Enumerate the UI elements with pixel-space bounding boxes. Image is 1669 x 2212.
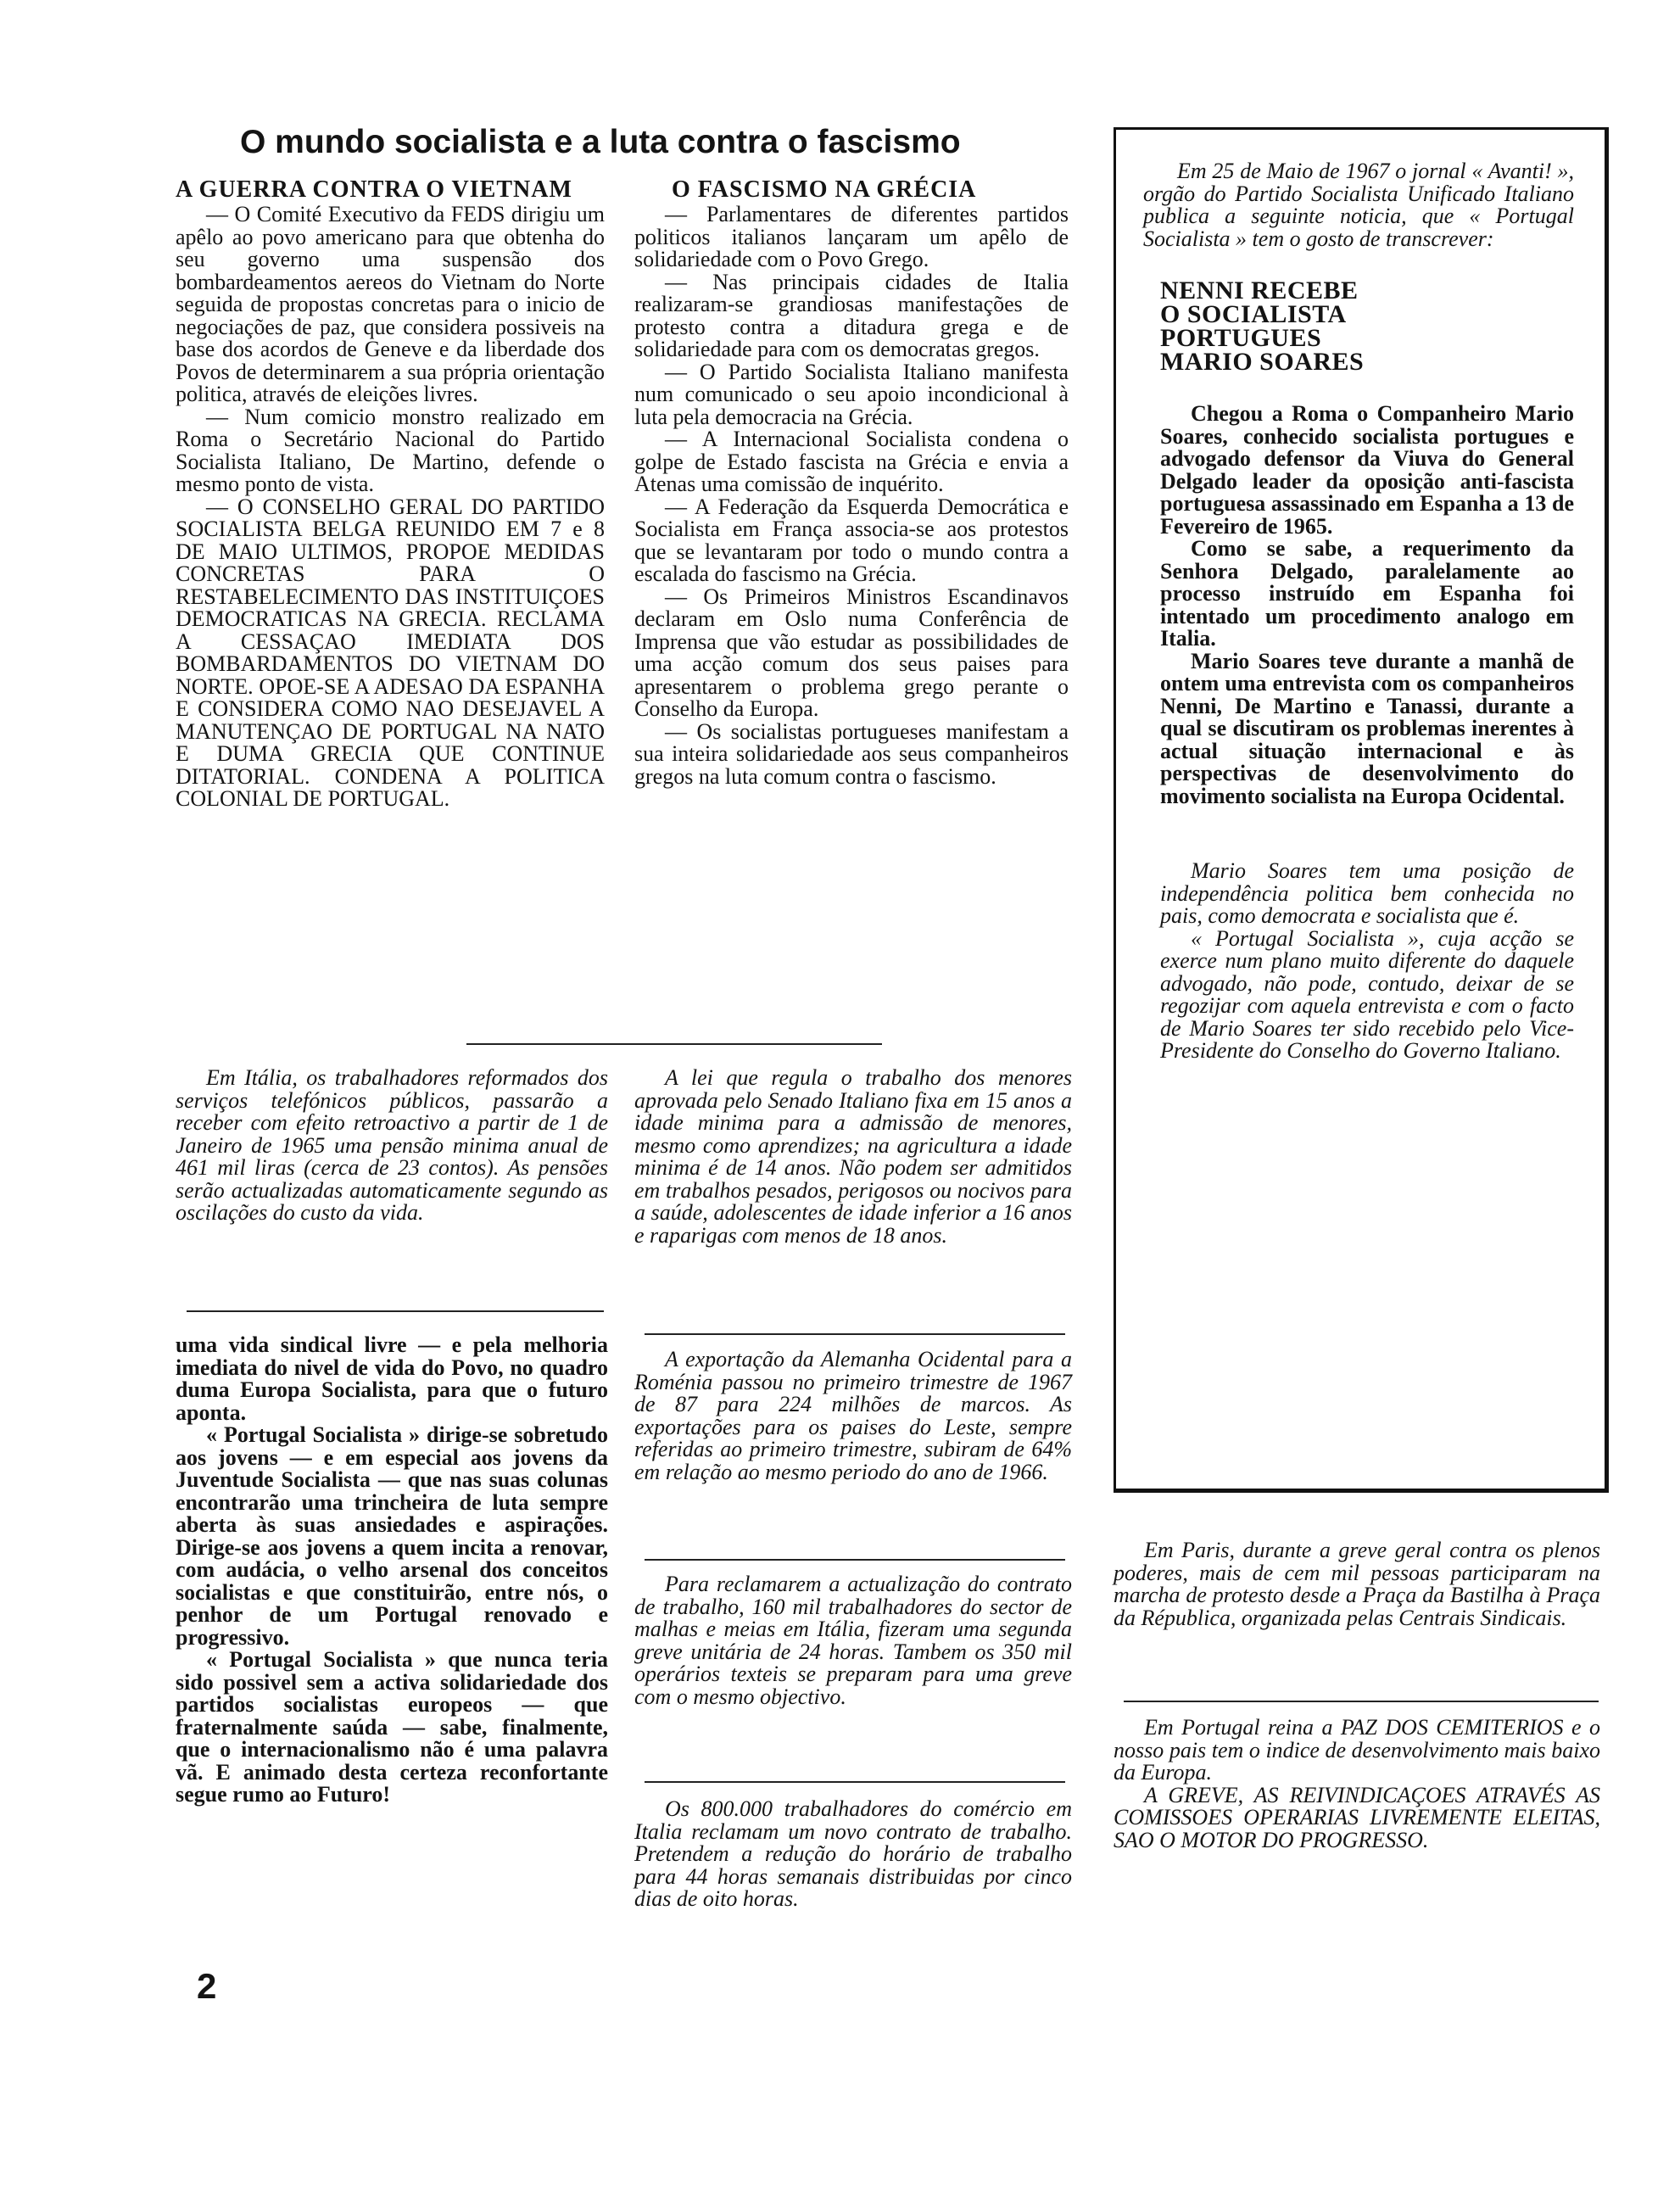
note-italia-pensoes [176, 1067, 608, 1225]
avanti-heading-line-3: PORTUGUES [1160, 324, 1322, 352]
avanti-box [1114, 127, 1609, 1493]
section-juventude [176, 1334, 608, 1807]
grecia-paragraph-4: — A Internacional Socialista condena o golpe de Estado fascista na Grécia e envia a Atenas uma comissão de inquérito. [634, 427, 1069, 496]
grecia-paragraph-3: — O Partido Socialista Italiano manifesta num comunicado o seu apoio incondicional à luta pela democracia na Grécia. [634, 359, 1069, 429]
juventude-paragraph-3: « Portugal Socialista » que nunca teria sido possivel sem a activa solidariedade dos partidos socialistas europeos — que fraternalmente saúda — sabe, finalmente, que o internacionalismo não é uma palavra vã. E animado desta certeza reconfortante segue rumo ao Futuro! [176, 1647, 608, 1807]
page-headline: O mundo socialista e a luta contra o fascismo [240, 124, 961, 160]
note-portugal-paz-text: Em Portugal reina a PAZ DOS CEMITERIOS e o nosso pais tem o indice de desenvolvimento mais baixo da Europa. [1114, 1715, 1600, 1785]
divider-col2-b [645, 1559, 1065, 1561]
avanti-heading-line-2: O SOCIALISTA [1160, 300, 1347, 328]
vietnam-paragraph-3: — O CONSELHO GERAL DO PARTIDO SOCIALISTA BELGA REUNIDO EM 7 e 8 DE MAIO ULTIMOS, PROPOE MEDIDAS CONCRETAS PARA O RESTABELECIMENTO DAS INSTITUIÇOES DEMOCRATICAS NA GRECIA. RECLAMA A CESSAÇAO IMEDIATA DOS BOMBARDAMENTOS DO VIETNAM DO NORTE. OPOE-SE A ADESAO DA ESPANHA E CONSIDERA COMO NAO DESEJAVEL A MANUTENÇAO DE PORTUGAL NA NATO E DUMA GRECIA QUE CONTINUE DITATORIAL. CONDENA A POLITICA COLONIAL DE PORTUGAL. [176, 494, 605, 811]
note-menores-text: A lei que regula o trabalho dos menores aprovada pelo Senado Italiano fixa em 15 anos a idade minima para a admissão de menores, mesmo como aprendizes; na agricultura a idade minima é de 14 anos. Não podem ser admitidos em trabalhos pesados, perigosos ou nocivos para a saúde, adolescentes de idade inferior a 16 anos e raparigas com menos de 18 anos. [634, 1065, 1072, 1248]
vietnam-paragraph-2: — Num comicio monstro realizado em Roma o Secretário Nacional do Partido Socialista Italiano, De Martino, defende o mesmo ponto de vista. [176, 404, 605, 496]
grecia-paragraph-6: — Os Primeiros Ministros Escandinavos declaram em Oslo numa Conferência de Imprensa que vão estudar as possibilidades de uma acção comum dos seus paises para apresentarem o problema grego perante o Conselho da Europa. [634, 584, 1069, 721]
divider-top-columns [466, 1043, 882, 1045]
avanti-heading-line-4: MARIO SOARES [1160, 348, 1365, 376]
note-portugal-greve-text: A GREVE, AS REIVINDICAÇOES ATRAVÉS AS COMISSOES OPERARIAS LIVREMENTE ELEITAS, SAO O MOTOR DO PROGRESSO. [1114, 1782, 1600, 1852]
note-comercio [634, 1798, 1072, 1911]
section-vietnam [176, 176, 605, 811]
juventude-paragraph-2: « Portugal Socialista » dirige-se sobretudo aos jovens — e em especial aos jovens da Juventude Socialista — que nas suas colunas encontrarão uma trincheira de luta sempre aberta às suas ansiedades e aspirações. Dirige-se aos jovens a quem incita a renovar, com audácia, o velho arsenal dos conceitos socialistas e que constituirão, entre nós, o penhor de um Portugal renovado e progressivo. [176, 1422, 608, 1650]
avanti-comment-paragraph-1: Mario Soares tem uma posição de independência politica bem conhecida no pais, como democrata e socialista que é. [1160, 858, 1574, 928]
avanti-box-inner [1143, 160, 1574, 1063]
avanti-intro: Em 25 de Maio de 1967 o jornal « Avanti! », orgão do Partido Socialista Unificado Italiano publica a seguinte noticia, que « Portugal Socialista » tem o gosto de transcrever: [1143, 159, 1574, 251]
avanti-heading [1160, 276, 1574, 376]
note-comercio-text: Os 800.000 trabalhadores do comércio em Italia reclamam um novo contrato de trabalho. Pretendem a redução do horário de trabalho para 44 horas semanais distribuidas por cinco dias de oito horas. [634, 1796, 1072, 1911]
section-heading-vietnam: A GUERRA CONTRA O VIETNAM [176, 176, 572, 203]
avanti-news-body [1160, 403, 1574, 807]
note-portugal [1114, 1717, 1600, 1852]
section-grecia [634, 176, 1069, 788]
note-exportacao-text: A exportação da Alemanha Ocidental para a Roménia passou no primeiro trimestre de 1967 de 87 para 224 milhões de marcos. As exportações para os paises do Leste, sempre referidas ao primeiro trimestre, subiram de 64% em relação ao mesmo periodo do ano de 1966. [634, 1347, 1072, 1484]
divider-col2-c [645, 1781, 1065, 1783]
avanti-news-paragraph-1: Chegou a Roma o Companheiro Mario Soares, conhecido socialista portugues e advogado defensor da Viuva do General Delgado leader da oposição anti-fascista portuguesa assassinado em Espanha a 13 de Fevereiro de 1965. [1160, 401, 1574, 539]
note-paris-text: Em Paris, durante a greve geral contra os plenos poderes, mais de cem mil pessoas participaram na marcha de protesto desde a Praça da Bastilha à Praça da Républica, organizada pelas Centrais Sindicais. [1114, 1538, 1600, 1630]
divider-col3-a [1124, 1701, 1599, 1702]
vietnam-paragraph-1: — O Comité Executivo da FEDS dirigiu um apêlo ao povo americano para que obtenha do seu governo uma suspensão dos bombardeamentos aereos do Vietnam do Norte seguida de propostas concretas para o inicio de negociações de paz, que considera possiveis na base dos acordos de Geneve e da liberdade dos Povos de determinarem a sua própria orientação politica, através de eleições livres. [176, 202, 605, 406]
note-malhas [634, 1573, 1072, 1708]
section-heading-grecia: O FASCISMO NA GRÉCIA [672, 176, 977, 203]
avanti-comment [1160, 860, 1574, 1063]
note-exportacao [634, 1349, 1072, 1483]
juventude-paragraph-1: uma vida sindical livre — e pela melhoria imediata do nivel de vida do Povo, no quadro duma Europa Socialista, para que o futuro aponta. [176, 1332, 608, 1425]
grecia-paragraph-1: — Parlamentares de diferentes partidos politicos italianos lançaram um apêlo de solidariedade com o Povo Grego. [634, 202, 1069, 271]
note-menores [634, 1067, 1072, 1247]
avanti-comment-paragraph-2: « Portugal Socialista », cuja acção se exerce num plano muito diferente do daquele advogado, não pode, contudo, deixar de se regozijar com aquela entrevista e com o facto de Mario Soares ter sido recebido pelo Vice-Presidente do Conselho do Governo Italiano. [1160, 925, 1574, 1063]
grecia-paragraph-7: — Os socialistas portugueses manifestam a sua inteira solidariedade aos seus companheiros gregos na luta comum contra o fascismo. [634, 718, 1069, 789]
note-paris [1114, 1539, 1600, 1629]
avanti-heading-line-1: NENNI RECEBE [1160, 276, 1359, 304]
grecia-paragraph-2: — Nas principais cidades de Italia realizaram-se grandiosas manifestações de protesto contra a ditadura grega e de solidariedade para com os democratas gregos. [634, 269, 1069, 361]
avanti-news-paragraph-3: Mario Soares teve durante a manhã de ontem uma entrevista com os companheiros Nenni, De Martino e Tanassi, durante a qual se discutiram os problemas inerentes à actual situação internacional e às perspectivas de desenvolvimento do movimento socialista na Europa Ocidental. [1160, 648, 1574, 808]
grecia-paragraph-5: — A Federação da Esquerda Democrática e Socialista em França associa-se aos protestos que se levantaram por todo o mundo contra a escalada do fascismo na Grécia. [634, 494, 1069, 586]
avanti-news-paragraph-2: Como se sabe, a requerimento da Senhora Delgado, paralelamente ao processo instruído em Espanha foi intentado um procedimento analogo em Italia. [1160, 536, 1574, 651]
page-number: 2 [197, 1966, 217, 2006]
divider-col2-a [645, 1333, 1065, 1335]
note-malhas-text: Para reclamarem a actualização do contrato de trabalho, 160 mil trabalhadores do sector de malhas e meias em Itália, fizeram uma segunda greve unitária de 24 horas. Tambem os 350 mil operários texteis se preparam para uma greve com o mesmo objectivo. [634, 1572, 1072, 1709]
divider-col1-a [187, 1310, 604, 1312]
note-italia-pensoes-text: Em Itália, os trabalhadores reformados dos serviços telefónicos públicos, passarão a receber com efeito retroactivo a partir de 1 de Janeiro de 1965 uma pensão minima anual de 461 mil liras (cerca de 23 contos). As pensões serão actualizadas automaticamente segundo as oscilações do custo da vida. [176, 1065, 608, 1225]
